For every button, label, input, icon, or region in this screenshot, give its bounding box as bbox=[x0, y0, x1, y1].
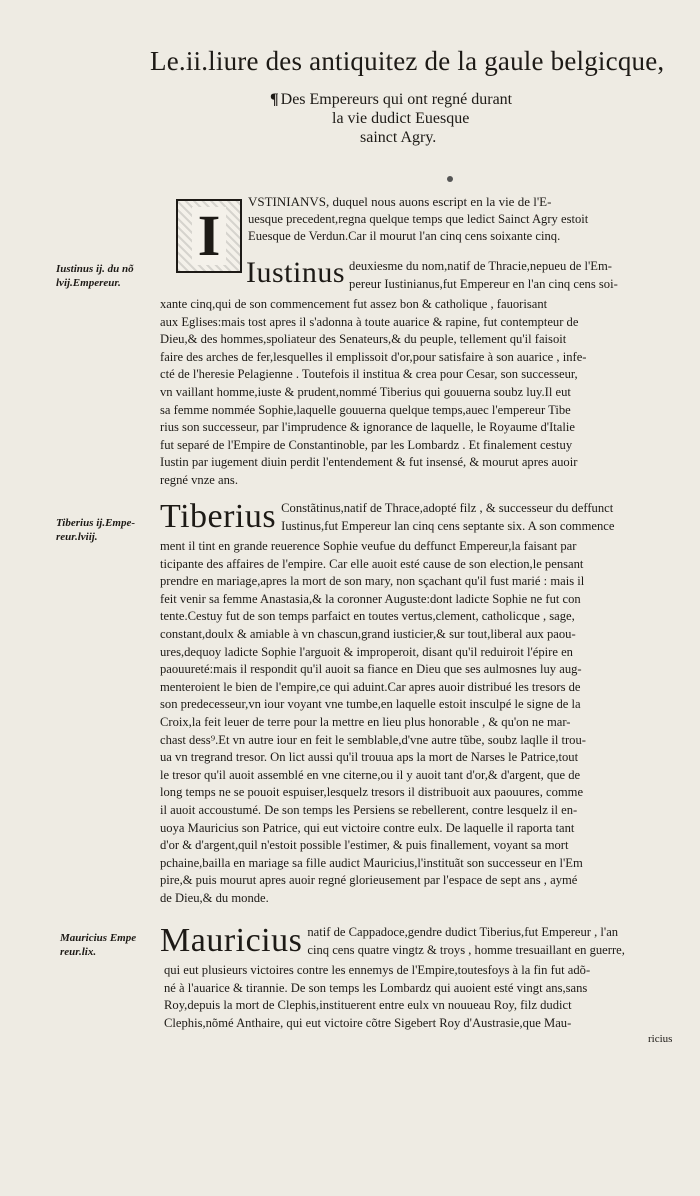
catchword: ricius bbox=[648, 1033, 673, 1045]
text-line: Constãtinus,natif de Thrace,adopté filz , & successeur du deffunct bbox=[281, 501, 614, 515]
text-line: tente.Cestuy fut de son temps parfaict en toutes vertus,clement, catholicque , sage, bbox=[160, 609, 575, 624]
text-line: chast dess⁹.Et vn autre iour en feit le semblable,d'vne autre tũbe, soubz laqlle il trou- bbox=[160, 732, 586, 747]
text-line: ment il tint en grande reuerence Sophie veufue du deffunct Empereur,la faisant par bbox=[160, 539, 577, 553]
text-line: vn vaillant homme,iuste & prudent,nommé Tiberius qui gouuerna soubz luy.Il eut bbox=[160, 384, 571, 399]
text-line: Croix,la feit leuer de terre pour la mettre en lieu plus honorable , & qu'on ne mar- bbox=[160, 714, 571, 729]
tiberius-heading-row bbox=[160, 500, 682, 535]
text-line: aux Eglises:mais tost apres il s'adonna à toute auarice & rapine, fut contempteur de bbox=[160, 314, 579, 329]
text-line: regné vnze ans. bbox=[160, 472, 238, 487]
text-line: Iustinus,fut Empereur lan cinq cens septante six. A son commence bbox=[281, 518, 615, 533]
chapter-heading-line-3: sainct Agry. bbox=[360, 129, 437, 146]
decorated-initial: I bbox=[176, 199, 242, 273]
text-line: Clephis,nõmé Anthaire, qui eut victoire cõtre Sigebert Roy d'Austrasie,que Mau- bbox=[164, 1015, 572, 1030]
text-line: long temps ne se pouoit espuiser,lesquelz tresors il distribuoit aux paouures, comme bbox=[160, 785, 584, 800]
justinus-paragraph bbox=[160, 296, 682, 490]
text-line: uoya Mauricius son Patrice, qui eut victoire contre eulx. De laquelle il raporta tant bbox=[160, 820, 575, 835]
ornament-dot bbox=[447, 176, 453, 182]
text-line: prendre en mariage,apres la mort de son mary, non sçachant qu'il fust marié : mais il bbox=[160, 574, 585, 589]
text-line: né à l'auarice & tirannie. De son temps les Lombardz qui auoient esté vingt ans,sans bbox=[164, 980, 588, 995]
chapter-heading-line-1: ¶ Des Empereurs qui ont regné durant bbox=[270, 91, 513, 108]
text-line: uesque precedent,regna quelque temps que ledict Sainct Agry estoit bbox=[248, 211, 589, 226]
text-line: il auoit accoustumé. De son temps les Persiens se rebellerent, contre lesquelz il en- bbox=[160, 802, 578, 817]
justinus-heading-row bbox=[246, 258, 686, 293]
emperor-name-tiberius: Tiberius bbox=[160, 498, 277, 535]
text-line: ua vn tregrand tresor. On lict aussi qu'il trouua aps la mort de Narses le Patrice,tout bbox=[160, 750, 579, 765]
text-line: constant,doulx & amiable à vn chascun,grand iusticier,& sur tout,liberal aux paou- bbox=[160, 626, 576, 641]
text-line: xante cinq,qui de son commencement fut assez bon & catholique , fauorisant bbox=[160, 297, 548, 311]
text-line: cté de l'heresie Pelagienne . Toutefois il institua & crea pour Cesar, son successeur, bbox=[160, 367, 578, 382]
text-line: menteroient le bien de l'empire,ce qui aduint.Car apres auoir distribué les tresors de bbox=[160, 679, 581, 694]
text-line: ures,dequoy ladicte Sophie l'arguoit & improperoit, disant qu'il reduiroit l'épire en bbox=[160, 644, 573, 659]
text-line: natif de Cappadoce,gendre dudict Tiberius,fut Empereur , l'an bbox=[307, 925, 619, 939]
text-line: rius son successeur, par l'imprudence & ignorance de laquelle, le Royaume d'Italie bbox=[160, 420, 575, 435]
tiberius-paragraph bbox=[160, 538, 682, 907]
margin-note-justinus: Iustinus ij. du nõ lvij.Empereur. bbox=[56, 263, 134, 289]
mauricius-heading-row bbox=[160, 924, 682, 959]
emperor-name-justinus: Iustinus bbox=[246, 256, 346, 289]
text-line: VSTINIANVS, duquel nous auons escript en la vie de l'E- bbox=[248, 194, 552, 209]
text-line: le tresor qu'il auoit assemblé en vne citerne,ou il y auoit tant d'or,& d'argent, que de bbox=[160, 767, 581, 782]
text-line: qui eut plusieurs victoires contre les ennemys de l'Empire,toutesfoys à la fin fut adõ- bbox=[164, 963, 591, 977]
text-line: Iustin par iugement diuin perdit l'entendement & fut insensé, & mourut apres auoir bbox=[160, 455, 578, 470]
text-line: pire,& puis mourut apres auoir regné glorieusement par l'espace de sept ans , aymé bbox=[160, 873, 578, 888]
text-line: d'or & d'argent,quil n'estoit possible l'estimer, & puis finallement, voyant sa mort bbox=[160, 838, 569, 853]
text-line: paouureté:mais il respondit qu'il auoit sa fiance en Dieu que ses aulmosnes luy aug- bbox=[160, 662, 582, 677]
chapter-heading-line-2: la vie dudict Euesque bbox=[332, 110, 470, 127]
text-line: deuxiesme du nom,natif de Thracie,nepueu de l'Em- bbox=[349, 259, 612, 273]
text-line: feit venir sa femme Anastasia,& la coronner Auguste:dont ladicte Sophie ne fut con bbox=[160, 591, 581, 606]
margin-note-mauricius: Mauricius Empe reur.lix. bbox=[60, 932, 137, 958]
text-line: Euesque de Verdun.Car il mourut l'an cinq cens soixante cinq. bbox=[248, 229, 561, 244]
emperor-name-mauricius: Mauricius bbox=[160, 922, 303, 959]
text-line: fut separé de l'Empire de Constantinoble, par les Lombardz . Et finalement cestuy bbox=[160, 437, 573, 452]
text-line: pereur Iustinianus,fut Empereur en l'an cinq cens soi- bbox=[349, 276, 618, 291]
chapter-heading bbox=[270, 90, 590, 147]
text-line: de Dieu,& du monde. bbox=[160, 890, 269, 905]
mauricius-paragraph bbox=[164, 962, 682, 1032]
intro-paragraph bbox=[248, 193, 680, 246]
text-line: son predecesseur,vn iour voyant vne tumbe,en laquelle estoit insculpé le signe de la bbox=[160, 697, 581, 712]
margin-note-tiberius: Tiberius ij.Empe- reur.lviij. bbox=[56, 517, 136, 543]
text-line: ticipante des affaires de l'empire. Car elle auoit esté cause de son election,le pensant bbox=[160, 556, 584, 571]
text-line: Dieu,& des hommes,spoliateur des Senateurs,& du peuple, tellement qu'il faisoit bbox=[160, 332, 567, 347]
text-line: sa femme nommée Sophie,laquelle gouuerna quelque temps,auec l'empereur Tibe bbox=[160, 402, 571, 417]
running-head: Le.ii.liure des antiquitez de la gaule belgicque, bbox=[150, 46, 665, 76]
text-line: cinq cens quatre vingtz & troys , homme tresuaillant en guerre, bbox=[307, 942, 625, 957]
text-line: faire des arches de fer,lesquelles il emplissoit d'or,pour satisfaire à son auarice , infe- bbox=[160, 349, 587, 364]
text-line: Roy,depuis la mort de Clephis,instituerent entre eulx vn nouueau Roy, filz dudict bbox=[164, 998, 572, 1013]
text-line: pchaine,bailla en mariage sa fille audict Mauricius,l'instituãt son successeur en l'Em bbox=[160, 855, 583, 870]
pilcrow-icon: ¶ bbox=[270, 91, 279, 108]
